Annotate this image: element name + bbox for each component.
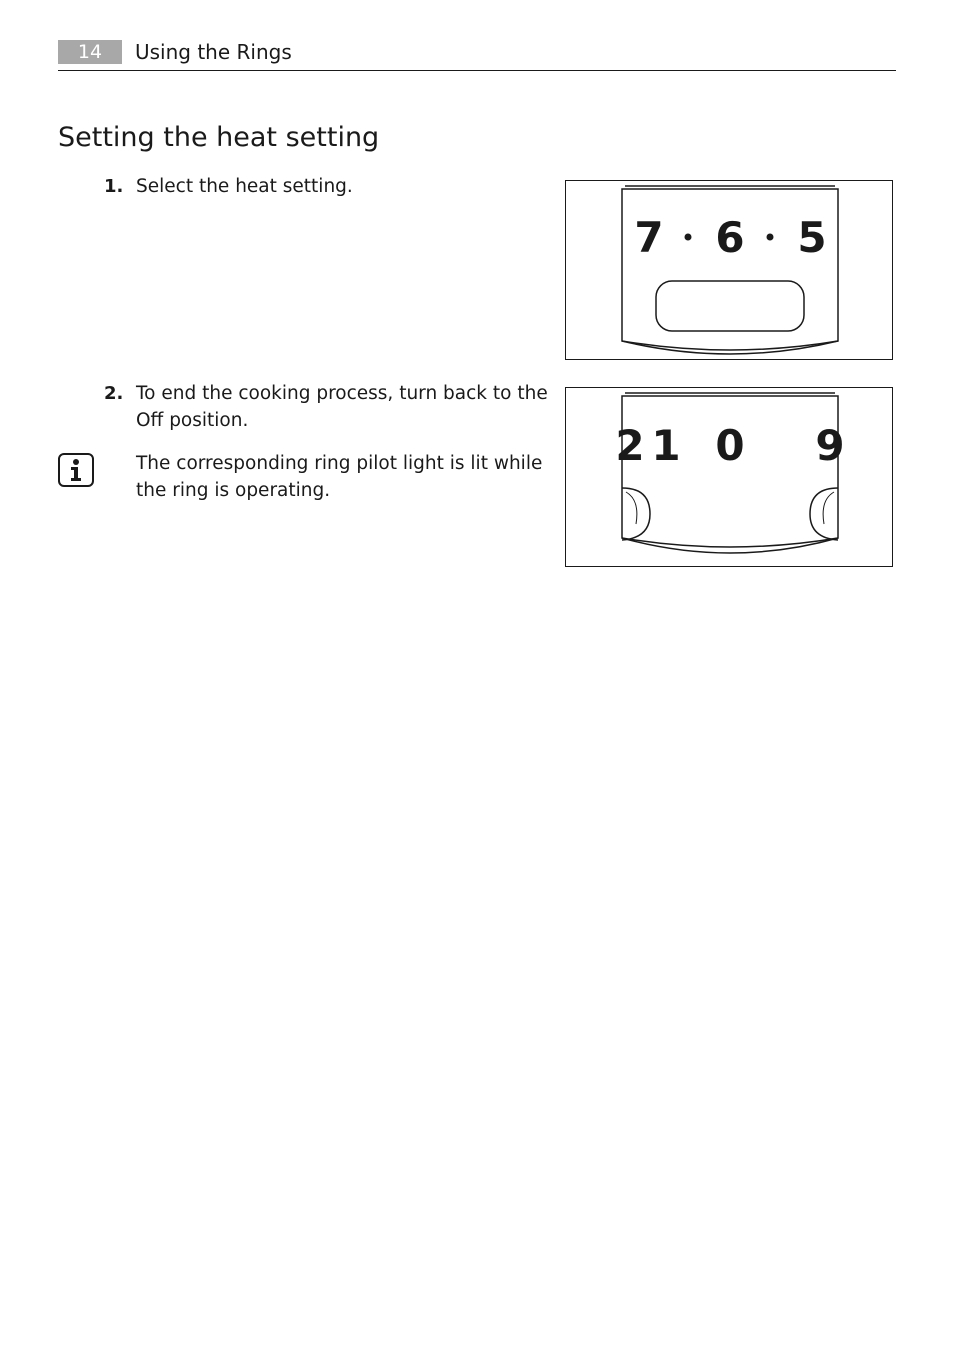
info-note-text: The corresponding ring pilot light is lit while the ring is operating. <box>136 453 543 501</box>
step-1-number: 1. <box>104 176 124 197</box>
step-2-text: To end the cooking process, turn back to the Off position. <box>136 383 548 431</box>
section-heading: Setting the heat setting <box>58 122 380 153</box>
step-2-number: 2. <box>104 383 124 404</box>
knob-off-position-figure <box>565 387 893 567</box>
page-number: 14 <box>58 40 122 64</box>
knob-digit-6: 6 <box>715 213 745 262</box>
knob-digit-0: 0 <box>715 421 745 470</box>
knob-body <box>622 396 838 547</box>
knob-digit-9: 9 <box>815 421 845 470</box>
knob-digit-7: 7 <box>634 213 664 262</box>
page-header <box>58 40 896 71</box>
header-section-title: Using the Rings <box>135 40 292 64</box>
knob-grip <box>656 281 804 331</box>
info-icon <box>58 453 94 487</box>
knob-digit-2: 2 <box>615 421 645 470</box>
knob-digit-1: 1 <box>651 421 681 470</box>
knob-dot <box>767 234 774 241</box>
step-1-text: Select the heat setting. <box>136 176 353 197</box>
knob-heat-setting-figure <box>565 180 893 360</box>
knob-dot <box>685 234 692 241</box>
knob-digit-5: 5 <box>797 213 827 262</box>
